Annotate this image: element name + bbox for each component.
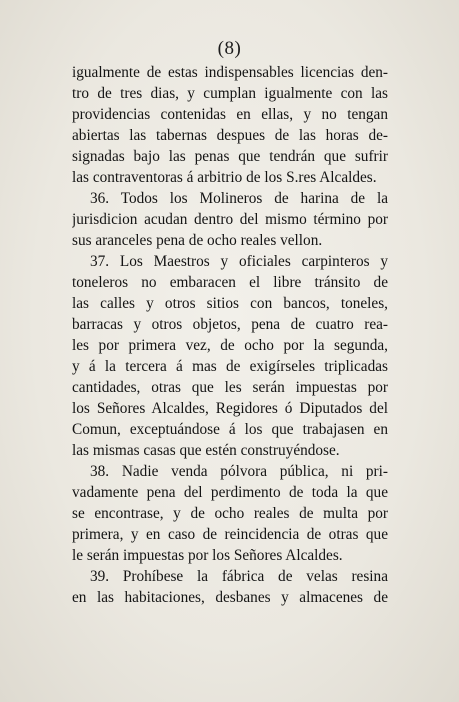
- text-line: barracas y otros objetos, pena de cuatro rea-: [72, 316, 388, 333]
- text-line: jurisdicion acudan dentro del mismo término por: [72, 211, 388, 228]
- text-line: vadamente pena del perdimento de toda la que: [72, 484, 388, 501]
- text-line: y á la tercera á mas de exigírseles triplicadas: [72, 358, 388, 375]
- page-number: (8): [217, 38, 242, 59]
- text-line: las calles y otros sitios con bancos, toneles,: [72, 295, 388, 312]
- text-line: sus aranceles pena de ocho reales vellon.: [72, 232, 323, 249]
- text-line: los Señores Alcaldes, Regidores ó Diputados del: [72, 400, 388, 417]
- text-line: 38. Nadie venda pólvora pública, ni pri-: [90, 463, 388, 480]
- text-line: 36. Todos los Molineros de harina de la: [90, 190, 388, 207]
- text-line: en las habitaciones, desbanes y almacenes de: [72, 589, 388, 606]
- text-line: igualmente de estas indispensables licencias den-: [72, 64, 388, 81]
- text-line: tro de tres dias, y cumplan igualmente con las: [72, 85, 388, 102]
- text-line: signadas bajo las penas que tendrán que sufrir: [72, 148, 388, 165]
- text-line: 39. Prohíbese la fábrica de velas resina: [90, 568, 388, 585]
- text-line: le serán impuestas por los Señores Alcaldes.: [72, 547, 343, 564]
- text-line: se encontrase, y de ocho reales de multa por: [72, 505, 388, 522]
- text-line: las contraventoras á arbitrio de los S.res Alcaldes.: [72, 169, 377, 186]
- text-line: toneleros no embaracen el libre tránsito de: [72, 274, 388, 291]
- text-line: Comun, exceptuándose á los que trabajasen en: [72, 421, 388, 438]
- text-line: providencias contenidas en ellas, y no tengan: [72, 106, 388, 123]
- text-line: 37. Los Maestros y oficiales carpinteros y: [90, 253, 388, 270]
- text-line: las mismas casas que estén construyéndose.: [72, 442, 340, 459]
- text-line: primera, y en caso de reincidencia de otras que: [72, 526, 388, 543]
- text-line: les por primera vez, de ocho por la segunda,: [72, 337, 388, 354]
- text-line: abiertas las tabernas despues de las horas de-: [72, 127, 388, 144]
- text-line: cantidades, otras que les serán impuestas por: [72, 379, 388, 396]
- body-text: [72, 62, 388, 608]
